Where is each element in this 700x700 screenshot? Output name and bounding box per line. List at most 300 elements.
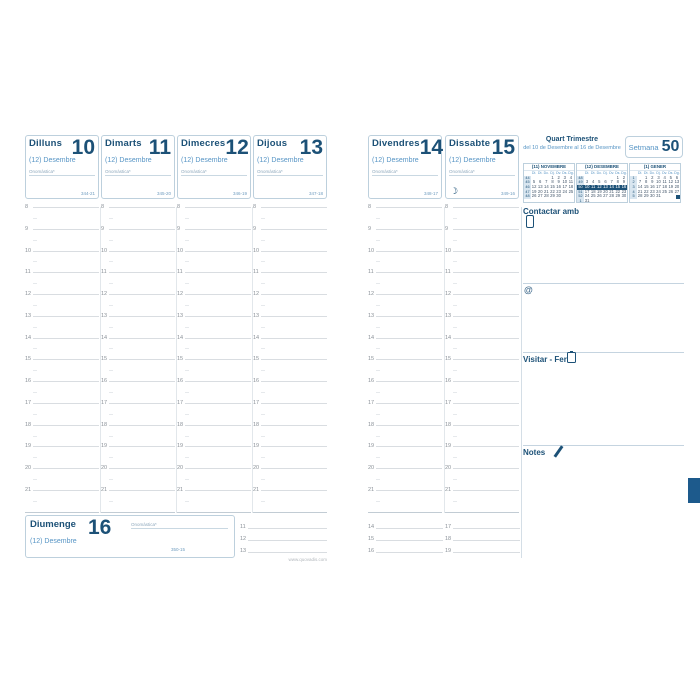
half-hour-tick xyxy=(453,283,457,284)
hour-slot xyxy=(368,486,442,512)
hour-label: 12 xyxy=(368,291,375,298)
hour-line xyxy=(109,490,175,491)
half-hour-tick xyxy=(33,261,37,262)
sunday-hour-label: 18 xyxy=(445,536,452,542)
date-cell: 14 xyxy=(544,184,549,189)
hour-line xyxy=(185,338,251,339)
hour-slot xyxy=(253,269,327,294)
hour-label: 11 xyxy=(445,269,451,276)
name-day-line: Onomàstica* xyxy=(372,169,438,176)
hour-label: 19 xyxy=(368,443,375,450)
week-number-cell: 49 xyxy=(578,180,583,185)
hour-line xyxy=(33,207,99,208)
hour-slot xyxy=(445,378,519,403)
day-number: 11 xyxy=(148,136,171,159)
visit-section-title: Visitar - Fer xyxy=(523,355,567,364)
date-cell: 4 xyxy=(592,179,595,185)
date-cell: 25 xyxy=(590,193,596,199)
hour-line xyxy=(453,207,519,208)
day-abbrev: Dg. xyxy=(621,171,627,175)
date-cell: 20 xyxy=(603,188,608,194)
calendar-week-row xyxy=(577,199,627,203)
section-divider xyxy=(523,445,684,446)
trimester-title: Quart Trimestre xyxy=(545,136,599,143)
half-hour-tick xyxy=(376,261,380,262)
date-cell xyxy=(621,199,627,203)
week-number-cell: 50 xyxy=(578,185,583,189)
hour-label: 17 xyxy=(253,399,260,406)
date-cell: 11 xyxy=(591,184,596,189)
hour-label: 21 xyxy=(253,486,260,493)
hour-label: 14 xyxy=(253,334,260,341)
half-hour-tick xyxy=(453,501,457,502)
hour-label: 19 xyxy=(177,443,184,450)
date-cell: 10 xyxy=(562,179,568,185)
hour-label: 11 xyxy=(253,269,259,276)
hour-label: 12 xyxy=(25,291,32,298)
date-cell: 8 xyxy=(616,179,619,185)
date-cell: 1 xyxy=(645,174,648,180)
date-cell: 23 xyxy=(650,188,655,194)
half-hour-tick xyxy=(376,392,380,393)
hour-line xyxy=(109,316,175,317)
day-month: (12) Desembre xyxy=(105,157,152,164)
half-hour-tick xyxy=(376,414,380,415)
calendar-corner-mark xyxy=(676,195,680,199)
half-hour-tick xyxy=(33,479,37,480)
date-cell: 24 xyxy=(584,193,590,199)
hour-slot xyxy=(253,443,327,468)
hour-slot xyxy=(101,399,175,425)
hour-label: 9 xyxy=(177,225,181,232)
half-hour-tick xyxy=(109,501,113,502)
hour-slot xyxy=(177,269,251,294)
hour-line xyxy=(185,425,251,426)
hour-label: 18 xyxy=(445,421,452,428)
section-divider xyxy=(523,283,684,284)
hour-slot xyxy=(368,225,442,251)
half-hour-tick xyxy=(185,283,189,284)
half-hour-tick xyxy=(376,479,380,480)
hour-slot xyxy=(177,334,251,363)
date-cell: 29 xyxy=(550,193,555,199)
date-cell: 29 xyxy=(643,193,649,199)
hour-label: 13 xyxy=(253,312,260,319)
half-hour-tick xyxy=(261,414,265,415)
hour-line xyxy=(453,425,519,426)
hour-slot xyxy=(177,356,251,381)
hour-slot xyxy=(25,378,99,403)
sunday-hour-label: 11 xyxy=(240,524,246,530)
sunday-header-box xyxy=(25,515,235,558)
hour-slot xyxy=(25,356,99,381)
day-month: (12) Desembre xyxy=(29,157,76,164)
hour-line xyxy=(453,272,519,273)
date-cell: 14 xyxy=(609,184,614,189)
day-abbrev: Dc. xyxy=(649,171,656,175)
hour-label: 14 xyxy=(101,334,108,341)
date-cell: 7 xyxy=(610,179,613,185)
hour-slot xyxy=(101,486,175,512)
week-number-box xyxy=(625,136,683,158)
hour-label: 15 xyxy=(25,356,32,363)
hour-label: 20 xyxy=(25,465,32,472)
date-cell: 3 xyxy=(585,179,589,185)
date-cell: 27 xyxy=(537,193,543,199)
hour-line xyxy=(453,468,519,469)
hour-slot xyxy=(101,269,175,294)
half-hour-tick xyxy=(33,501,37,502)
hour-slot xyxy=(368,312,442,338)
hour-label: 12 xyxy=(253,291,260,298)
half-hour-tick xyxy=(109,261,113,262)
hour-slot xyxy=(445,486,519,512)
name-day-line: Onomàstica* xyxy=(257,169,323,176)
day-abbrev: Dt. xyxy=(537,171,543,175)
hour-slot xyxy=(368,334,442,363)
date-cell: 6 xyxy=(539,179,542,185)
pen-icon xyxy=(552,445,564,458)
half-hour-tick xyxy=(33,348,37,349)
week-number-cell: 51 xyxy=(578,189,583,194)
half-hour-tick xyxy=(109,370,113,371)
day-abbrev: Dt. xyxy=(643,171,649,175)
hour-label: 15 xyxy=(253,356,260,363)
hour-line xyxy=(33,338,99,339)
half-hour-tick xyxy=(376,327,380,328)
hour-slot xyxy=(25,421,99,450)
hour-label: 9 xyxy=(101,225,105,232)
half-hour-tick xyxy=(109,305,113,306)
hour-line xyxy=(376,272,442,273)
hour-label: 11 xyxy=(25,269,31,276)
day-header-row xyxy=(449,136,515,159)
day-of-year: 345-20 xyxy=(156,191,171,196)
hour-label: 17 xyxy=(101,399,108,406)
sunday-hour-line xyxy=(453,552,520,553)
column-separator xyxy=(176,207,177,513)
day-abbrev: Dc. xyxy=(596,171,603,175)
hour-label: 20 xyxy=(177,465,184,472)
hour-slot xyxy=(253,378,327,403)
hour-label: 9 xyxy=(368,225,372,232)
hour-grid-dissabte xyxy=(445,204,519,513)
hour-line xyxy=(376,316,442,317)
date-cell: 9 xyxy=(622,179,626,185)
half-hour-tick xyxy=(453,305,457,306)
printer-url: www.quovadis.com xyxy=(288,557,327,562)
hour-slot xyxy=(25,225,99,251)
date-cell: 27 xyxy=(674,188,680,194)
hour-slot xyxy=(445,356,519,381)
hour-slot xyxy=(368,204,442,229)
date-cell: 2 xyxy=(622,174,626,180)
hour-line xyxy=(376,229,442,230)
date-cell: 2 xyxy=(651,174,654,180)
hour-slot xyxy=(25,269,99,294)
date-cell: 26 xyxy=(597,193,602,199)
half-hour-tick xyxy=(453,261,457,262)
hour-line xyxy=(453,490,519,491)
hour-line xyxy=(109,403,175,404)
date-cell: 25 xyxy=(662,188,667,194)
half-hour-tick xyxy=(33,392,37,393)
hour-line xyxy=(261,338,327,339)
hour-label: 21 xyxy=(177,486,184,493)
date-cell: 28 xyxy=(637,193,643,199)
hour-line xyxy=(185,359,251,360)
hour-line xyxy=(109,425,175,426)
date-cell: 4 xyxy=(663,174,666,180)
day-header-divendres xyxy=(368,135,442,199)
day-abbrev: Ds. xyxy=(668,171,674,175)
week-number-cell: 44 xyxy=(525,175,530,180)
hour-line xyxy=(185,381,251,382)
day-abbrev: Ds. xyxy=(615,171,621,175)
date-cell: 30 xyxy=(556,193,561,199)
week-number-cell: 3 xyxy=(630,185,637,190)
day-header-dimarts xyxy=(101,135,175,199)
hour-label: 15 xyxy=(445,356,452,363)
hour-line xyxy=(109,468,175,469)
sunday-strip xyxy=(445,517,520,553)
hour-label: 14 xyxy=(368,334,375,341)
day-number: 14 xyxy=(419,136,444,159)
hour-line xyxy=(376,425,442,426)
hour-label: 20 xyxy=(445,465,452,472)
half-hour-tick xyxy=(185,305,189,306)
date-cell: 3 xyxy=(563,174,566,180)
half-hour-tick xyxy=(33,370,37,371)
hour-slot xyxy=(25,334,99,363)
sunday-strip xyxy=(240,517,327,553)
hour-line xyxy=(33,381,99,382)
date-cell: 19 xyxy=(597,188,602,194)
hour-line xyxy=(185,294,251,295)
day-abbrev: Dj. xyxy=(550,171,555,175)
hour-label: 9 xyxy=(445,225,449,232)
hour-line xyxy=(376,381,442,382)
hour-slot xyxy=(368,399,442,425)
date-cell: 17 xyxy=(656,184,661,189)
hour-slot xyxy=(25,204,99,229)
hour-slot xyxy=(177,312,251,338)
hour-label: 20 xyxy=(101,465,108,472)
column-separator xyxy=(444,207,445,513)
day-abbrev: Dl. xyxy=(531,171,537,175)
half-hour-tick xyxy=(109,479,113,480)
hour-line xyxy=(261,381,327,382)
half-hour-tick xyxy=(185,392,189,393)
date-cell: 1 xyxy=(551,174,554,180)
date-cell: 7 xyxy=(545,179,548,185)
hour-line xyxy=(261,425,327,426)
hour-line xyxy=(109,446,175,447)
date-cell: 19 xyxy=(531,188,537,194)
hour-line xyxy=(185,251,251,252)
hour-line xyxy=(376,338,442,339)
hour-label: 13 xyxy=(177,312,184,319)
half-hour-tick xyxy=(453,370,457,371)
hour-label: 9 xyxy=(25,225,29,232)
hour-label: 13 xyxy=(445,312,452,319)
hour-slot xyxy=(445,312,519,338)
mini-calendar-title: (11) NOVEMBRE xyxy=(524,164,574,171)
hour-label: 19 xyxy=(253,443,260,450)
date-cell: 10 xyxy=(656,179,661,185)
day-header-row xyxy=(105,136,171,159)
half-hour-tick xyxy=(261,370,265,371)
half-hour-tick xyxy=(33,327,37,328)
day-header-dissabte xyxy=(445,135,519,199)
date-cell: 30 xyxy=(650,193,655,199)
hour-slot xyxy=(177,225,251,251)
sunday-hour-row xyxy=(368,529,443,541)
hour-slot xyxy=(177,247,251,276)
hour-line xyxy=(453,316,519,317)
date-cell: 12 xyxy=(531,184,537,189)
half-hour-tick xyxy=(453,327,457,328)
hour-label: 16 xyxy=(177,378,184,385)
half-hour-tick xyxy=(261,261,265,262)
hour-line xyxy=(261,468,327,469)
hour-slot xyxy=(445,204,519,229)
sunday-hour-label: 13 xyxy=(240,548,247,554)
hour-slot xyxy=(253,291,327,316)
hour-slot xyxy=(445,269,519,294)
hour-slot xyxy=(253,204,327,229)
hour-label: 10 xyxy=(177,247,184,254)
hour-line xyxy=(453,338,519,339)
half-hour-tick xyxy=(185,501,189,502)
date-cell: 28 xyxy=(609,193,614,199)
hour-slot xyxy=(368,378,442,403)
hour-slot xyxy=(101,247,175,276)
mini-calendar-title: (1) GENER xyxy=(630,164,680,171)
hour-slot xyxy=(25,247,99,276)
half-hour-tick xyxy=(185,218,189,219)
hour-label: 21 xyxy=(445,486,452,493)
half-hour-tick xyxy=(109,392,113,393)
hour-line xyxy=(185,468,251,469)
name-day-line: Onomàstica* xyxy=(181,169,247,176)
hour-line xyxy=(261,446,327,447)
day-month: (12) Desembre xyxy=(372,157,419,164)
half-hour-tick xyxy=(185,261,189,262)
hour-slot xyxy=(253,465,327,490)
half-hour-tick xyxy=(33,218,37,219)
date-cell: 11 xyxy=(662,179,667,185)
half-hour-tick xyxy=(185,370,189,371)
sunday-hour-row xyxy=(240,517,327,529)
hour-line xyxy=(453,251,519,252)
half-hour-tick xyxy=(261,392,265,393)
day-header-dilluns xyxy=(25,135,99,199)
date-cell: 15 xyxy=(643,184,649,189)
hour-slot xyxy=(253,399,327,425)
date-cell: 17 xyxy=(584,188,590,194)
half-hour-tick xyxy=(376,457,380,458)
date-cell: 18 xyxy=(590,188,596,194)
hour-slot xyxy=(368,247,442,276)
half-hour-tick xyxy=(261,240,265,241)
week-number-cell: 2 xyxy=(630,180,637,185)
half-hour-tick xyxy=(261,305,265,306)
sunday-hour-row xyxy=(240,529,327,541)
half-hour-tick xyxy=(453,436,457,437)
hour-slot xyxy=(445,443,519,468)
hour-line xyxy=(33,468,99,469)
day-of-year: 348-17 xyxy=(423,191,438,196)
hour-line xyxy=(453,403,519,404)
day-of-year: 349-16 xyxy=(500,191,515,196)
hour-label: 18 xyxy=(368,421,375,428)
half-hour-tick xyxy=(261,501,265,502)
hour-label: 10 xyxy=(368,247,375,254)
sunday-hour-label: 14 xyxy=(368,524,375,530)
hour-label: 19 xyxy=(445,443,452,450)
half-hour-tick xyxy=(185,479,189,480)
date-cell: 28 xyxy=(544,193,549,199)
day-abbrev: Dj. xyxy=(603,171,608,175)
date-cell: 3 xyxy=(657,174,660,180)
hour-line xyxy=(185,403,251,404)
hour-label: 19 xyxy=(101,443,108,450)
sunday-hour-row xyxy=(368,517,443,529)
hour-slot xyxy=(445,291,519,316)
hour-line xyxy=(376,294,442,295)
hour-slot xyxy=(177,378,251,403)
date-cell: 8 xyxy=(645,179,648,185)
date-cell: 25 xyxy=(568,188,574,194)
hour-line xyxy=(376,359,442,360)
calendar-week-row xyxy=(630,194,680,199)
hour-slot xyxy=(253,312,327,338)
clipboard-icon xyxy=(567,352,576,363)
hour-label: 17 xyxy=(445,399,452,406)
hour-slot xyxy=(25,465,99,490)
hour-line xyxy=(33,316,99,317)
week-number-cell: 5 xyxy=(630,194,637,199)
day-header-dijous xyxy=(253,135,327,199)
notes-section-title: Notes xyxy=(523,448,546,457)
week-number-cell: 52 xyxy=(578,194,583,199)
day-month: (12) Desembre xyxy=(181,157,228,164)
day-abbrev: Dg. xyxy=(674,171,680,175)
hour-label: 15 xyxy=(368,356,375,363)
hour-label: 13 xyxy=(101,312,108,319)
date-cell: 31 xyxy=(656,193,661,199)
date-cell: 11 xyxy=(568,179,574,185)
name-day-line: Onomàstica* xyxy=(449,169,515,176)
hour-label: 13 xyxy=(25,312,32,319)
hour-label: 10 xyxy=(25,247,32,254)
hour-line xyxy=(185,272,251,273)
hour-label: 16 xyxy=(368,378,375,385)
hour-line xyxy=(453,229,519,230)
hour-label: 10 xyxy=(445,247,452,254)
date-cell: 23 xyxy=(556,188,561,194)
date-cell: 22 xyxy=(550,188,555,194)
hour-label: 17 xyxy=(177,399,184,406)
half-hour-tick xyxy=(453,392,457,393)
day-header-row xyxy=(372,136,444,159)
hour-label: 8 xyxy=(368,204,372,210)
date-cell: 13 xyxy=(537,184,543,189)
half-hour-tick xyxy=(109,348,113,349)
sunday-hour-label: 17 xyxy=(445,524,452,530)
half-hour-tick xyxy=(185,348,189,349)
